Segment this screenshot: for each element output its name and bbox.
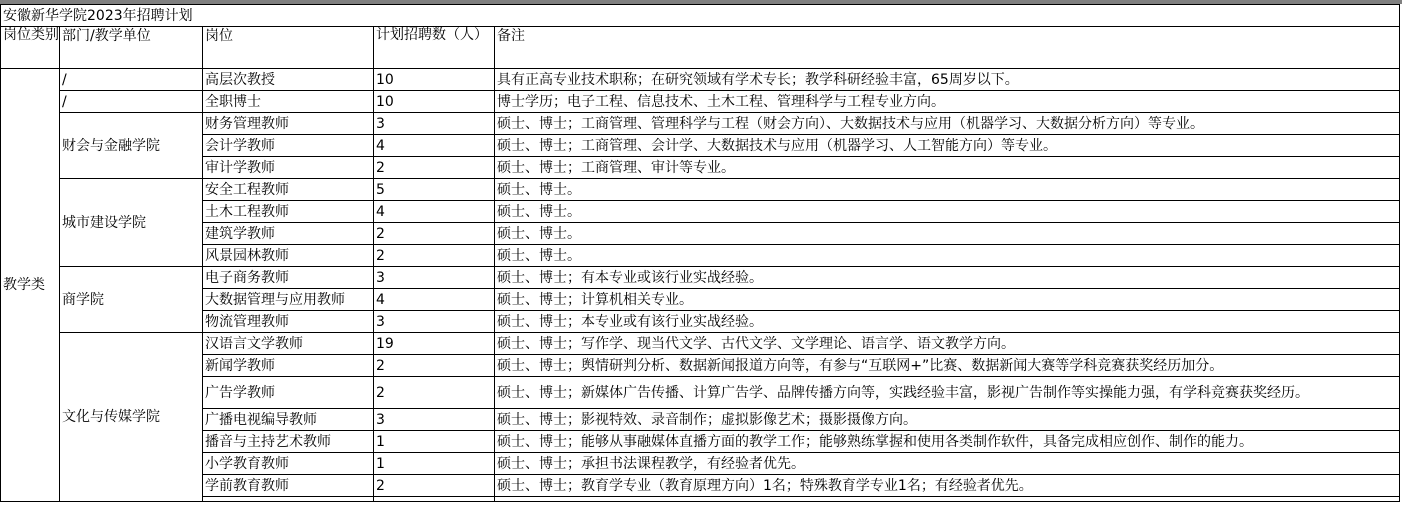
department-cell: / — [60, 69, 203, 91]
remarks-cell: 硕士、博士；计算机相关专业。 — [495, 289, 1400, 311]
table-row — [1, 475, 1400, 497]
count-cell: 10 — [374, 69, 495, 91]
department-cell: 城市建设学院 — [60, 179, 203, 267]
count-cell: 3 — [374, 409, 495, 431]
remarks-cell: 硕士、博士；能够从事融媒体直播方面的教学工作；能够熟练掌握和使用各类制作软件，具备完成相应创作、制作的能力。 — [495, 431, 1400, 453]
count-cell: 4 — [374, 289, 495, 311]
position-cell: 风景园林教师 — [203, 245, 374, 267]
remarks-cell: 硕士、博士。 — [495, 245, 1400, 267]
remarks-cell: 硕士、博士；工商管理、会计学、大数据技术与应用（机器学习、人工智能方向）等专业。 — [495, 135, 1400, 157]
remarks-cell: 硕士、博士；本专业或有该行业实战经验。 — [495, 311, 1400, 333]
remarks-cell: 硕士、博士。 — [495, 179, 1400, 201]
table-row — [1, 289, 1400, 311]
position-cell: 会计学教师 — [203, 135, 374, 157]
table-row — [1, 135, 1400, 157]
table-row — [1, 201, 1400, 223]
table-row — [1, 223, 1400, 245]
count-cell: 4 — [374, 135, 495, 157]
department-cell: 文化与传媒学院 — [60, 333, 203, 502]
recruitment-table — [0, 4, 1400, 502]
category-cell: 教学类 — [1, 69, 60, 502]
header-position: 岗位 — [203, 27, 374, 69]
position-cell: 全职博士 — [203, 91, 374, 113]
count-cell: 2 — [374, 245, 495, 267]
count-cell: 2 — [374, 223, 495, 245]
table-row — [1, 113, 1400, 135]
count-cell: 2 — [374, 475, 495, 497]
remarks-cell: 硕士、博士；教育学专业（教育原理方向）1名；特殊教育学专业1名；有经验者优先。 — [495, 475, 1400, 497]
table-row — [1, 409, 1400, 431]
table-row-continued — [1, 497, 1400, 502]
count-cell: 2 — [374, 377, 495, 409]
department-cell: 财会与金融学院 — [60, 113, 203, 179]
position-cell: 财务管理教师 — [203, 113, 374, 135]
remarks-cell: 硕士、博士。 — [495, 223, 1400, 245]
count-cell: 3 — [374, 267, 495, 289]
remarks-cell: 硕士、博士；有本专业或该行业实战经验。 — [495, 267, 1400, 289]
count-cell-continued — [495, 497, 1400, 502]
remarks-cell: 硕士、博士；写作学、现当代文学、古代文学、文学理论、语言学、语文教学方向。 — [495, 333, 1400, 355]
table-row — [1, 431, 1400, 453]
remarks-cell: 硕士、博士；舆情研判分析、数据新闻报道方向等，有参与“互联网+”比赛、数据新闻大赛等学科竞赛获奖经历加分。 — [495, 355, 1400, 377]
count-cell: 3 — [374, 113, 495, 135]
remarks-cell: 硕士、博士；影视特效、录音制作；虚拟影像艺术；摄影摄像方向。 — [495, 409, 1400, 431]
remarks-cell: 硕士、博士。 — [495, 201, 1400, 223]
position-cell: 安全工程教师 — [203, 179, 374, 201]
table-row — [1, 157, 1400, 179]
table-row — [1, 377, 1400, 409]
table-row — [1, 179, 1400, 201]
count-cell: 5 — [374, 179, 495, 201]
position-cell: 电子商务教师 — [203, 267, 374, 289]
table-row — [1, 453, 1400, 475]
position-cell: 高层次教授 — [203, 69, 374, 91]
position-cell: 汉语言文学教师 — [203, 333, 374, 355]
table-row — [1, 333, 1400, 355]
position-cell: 物流管理教师 — [203, 311, 374, 333]
position-cell: 广告学教师 — [203, 377, 374, 409]
count-cell: 19 — [374, 333, 495, 355]
count-cell: 2 — [374, 157, 495, 179]
remarks-cell: 硕士、博士；承担书法课程教学，有经验者优先。 — [495, 453, 1400, 475]
remarks-cell: 硕士、博士；工商管理、审计等专业。 — [495, 157, 1400, 179]
remarks-cell: 硕士、博士；新媒体广告传播、计算广告学、品牌传播方向等，实践经验丰富，影视广告制作等实操能力强，有学科竞赛获奖经历。 — [495, 377, 1400, 409]
position-cell: 广播电视编导教师 — [203, 409, 374, 431]
remarks-cell: 具有正高专业技术职称；在研究领域有学术专长；教学科研经验丰富，65周岁以下。 — [495, 69, 1400, 91]
table-title: 安徽新华学院2023年招聘计划 — [1, 5, 1400, 27]
count-cell: 10 — [374, 91, 495, 113]
remarks-cell: 博士学历；电子工程、信息技术、土木工程、管理科学与工程专业方向。 — [495, 91, 1400, 113]
department-cell: 商学院 — [60, 267, 203, 333]
department-cell-continued — [203, 497, 374, 502]
position-cell: 大数据管理与应用教师 — [203, 289, 374, 311]
table-row — [1, 267, 1400, 289]
header-remarks: 备注 — [495, 27, 1400, 69]
count-cell: 4 — [374, 201, 495, 223]
count-cell: 1 — [374, 453, 495, 475]
table-row — [1, 311, 1400, 333]
count-cell: 1 — [374, 431, 495, 453]
position-cell: 小学教育教师 — [203, 453, 374, 475]
position-cell: 审计学教师 — [203, 157, 374, 179]
position-cell: 土木工程教师 — [203, 201, 374, 223]
count-cell: 2 — [374, 355, 495, 377]
position-cell: 学前教育教师 — [203, 475, 374, 497]
header-count: 计划招聘数（人） — [374, 27, 495, 69]
position-cell: 建筑学教师 — [203, 223, 374, 245]
header-department: 部门/教学单位 — [60, 27, 203, 69]
table-row — [1, 245, 1400, 267]
remarks-cell: 硕士、博士；工商管理、管理科学与工程（财会方向）、大数据技术与应用（机器学习、大数据分析方向）等专业。 — [495, 113, 1400, 135]
position-cell-continued — [374, 497, 495, 502]
count-cell: 3 — [374, 311, 495, 333]
position-cell: 新闻学教师 — [203, 355, 374, 377]
table-row — [1, 69, 1400, 91]
department-cell: / — [60, 91, 203, 113]
header-category: 岗位类别 — [1, 27, 60, 69]
table-row — [1, 91, 1400, 113]
position-cell: 播音与主持艺术教师 — [203, 431, 374, 453]
table-row — [1, 355, 1400, 377]
